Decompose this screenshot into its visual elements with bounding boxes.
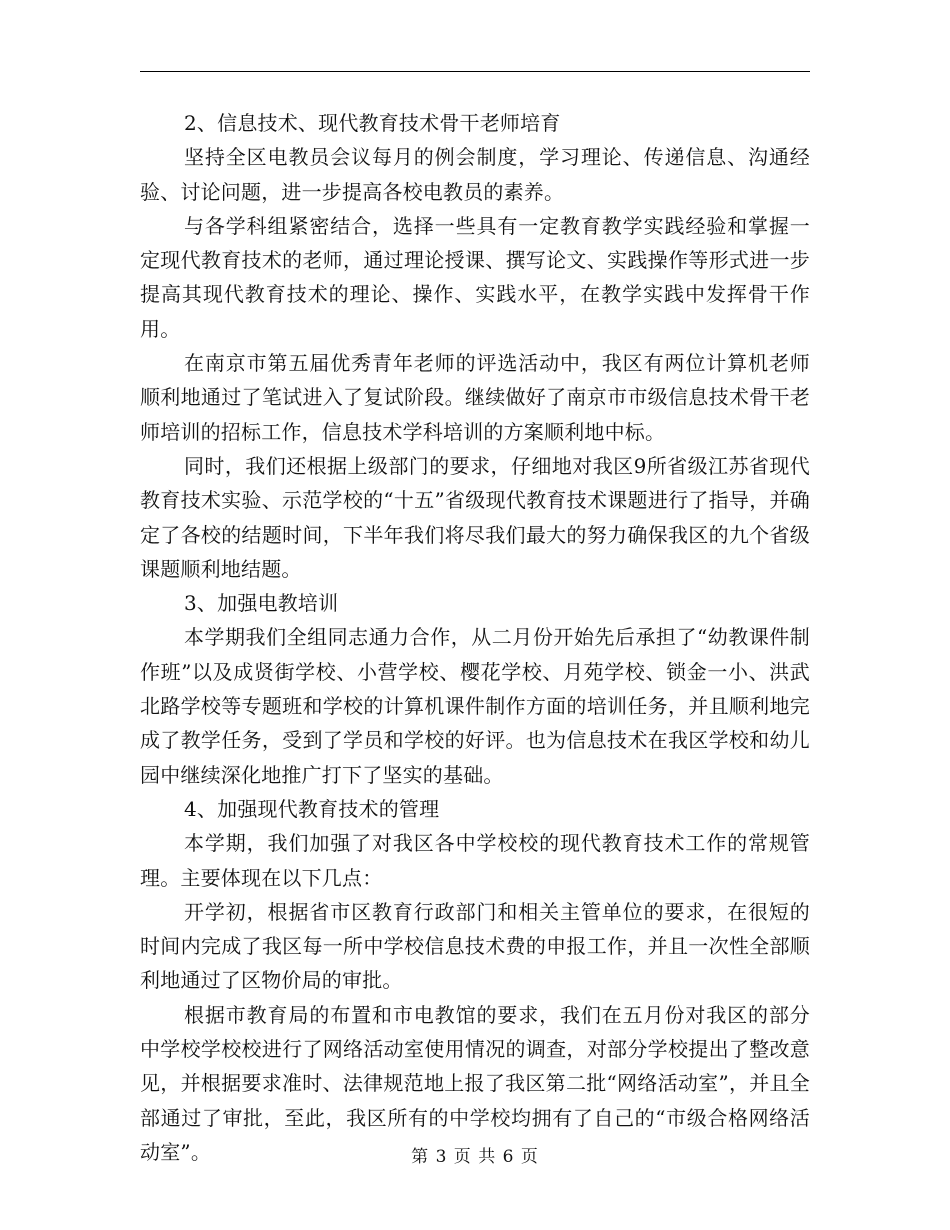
paragraph: 本学期我们全组同志通力合作，从二月份开始先后承担了“幼教课件制作班”以及成贤街学校、小营学校、樱花学校、月苑学校、锁金一小、洪武北路学校等专题班和学校的计算机课件制作方面的培训任务，并且顺利地完成了教学任务，受到了学员和学校的好评。也为信息技术在我区学校和幼儿园中继续深化地推广打下了坚实的基础。: [140, 625, 810, 787]
section-heading-3: 3、加强电教培训: [184, 591, 339, 616]
header-rule: [140, 71, 810, 72]
paragraph: 同时，我们还根据上级部门的要求，仔细地对我区9所省级江苏省现代教育技术实验、示范学校的“十五”省级现代教育技术课题进行了指导，并确定了各校的结题时间，下半年我们将尽我们最大的努力确保我区的九个省级课题顺利地结题。: [140, 453, 810, 581]
paragraph: 与各学科组紧密结合，选择一些具有一定教育教学实践经验和掌握一定现代教育技术的老师，通过理论授课、撰写论文、实践操作等形式进一步提高其现代教育技术的理论、操作、实践水平，在教学实践中发挥骨干作用。: [140, 213, 810, 341]
document-body: [140, 106, 810, 1169]
section-heading-4: 4、加强现代教育技术的管理: [184, 796, 440, 821]
paragraph: 坚持全区电教员会议每月的例会制度，学习理论、传递信息、沟通经验、讨论问题，进一步提高各校电教员的素养。: [140, 145, 810, 204]
paragraph: 在南京市第五届优秀青年老师的评选活动中，我区有两位计算机老师顺利地通过了笔试进入了复试阶段。继续做好了南京市市级信息技术骨干老师培训的招标工作，信息技术学科培训的方案顺利地中标。: [140, 351, 810, 444]
section-heading-2: 2、信息技术、现代教育技术骨干老师培育: [184, 111, 561, 135]
paragraph: 根据市教育局的布置和市电教馆的要求，我们在五月份对我区的部分中学校学校校进行了网络活动室使用情况的调查，对部分学校提出了整改意见，并根据要求准时、法律规范地上报了我区第二批“网络活动室”，并且全部通过了审批，至此，我区所有的中学校均拥有了自己的“市级合格网络活动室”。: [140, 1002, 810, 1164]
paragraph: 开学初，根据省市区教育行政部门和相关主管单位的要求，在很短的时间内完成了我区每一所中学校信息技术费的申报工作，并且一次性全部顺利地通过了区物价局的审批。: [140, 899, 810, 993]
paragraph: 本学期，我们加强了对我区各中学校校的现代教育技术工作的常规管理。主要体现在以下几点：: [140, 831, 810, 890]
page-number: 第 3 页 共 6 页: [411, 1147, 539, 1167]
